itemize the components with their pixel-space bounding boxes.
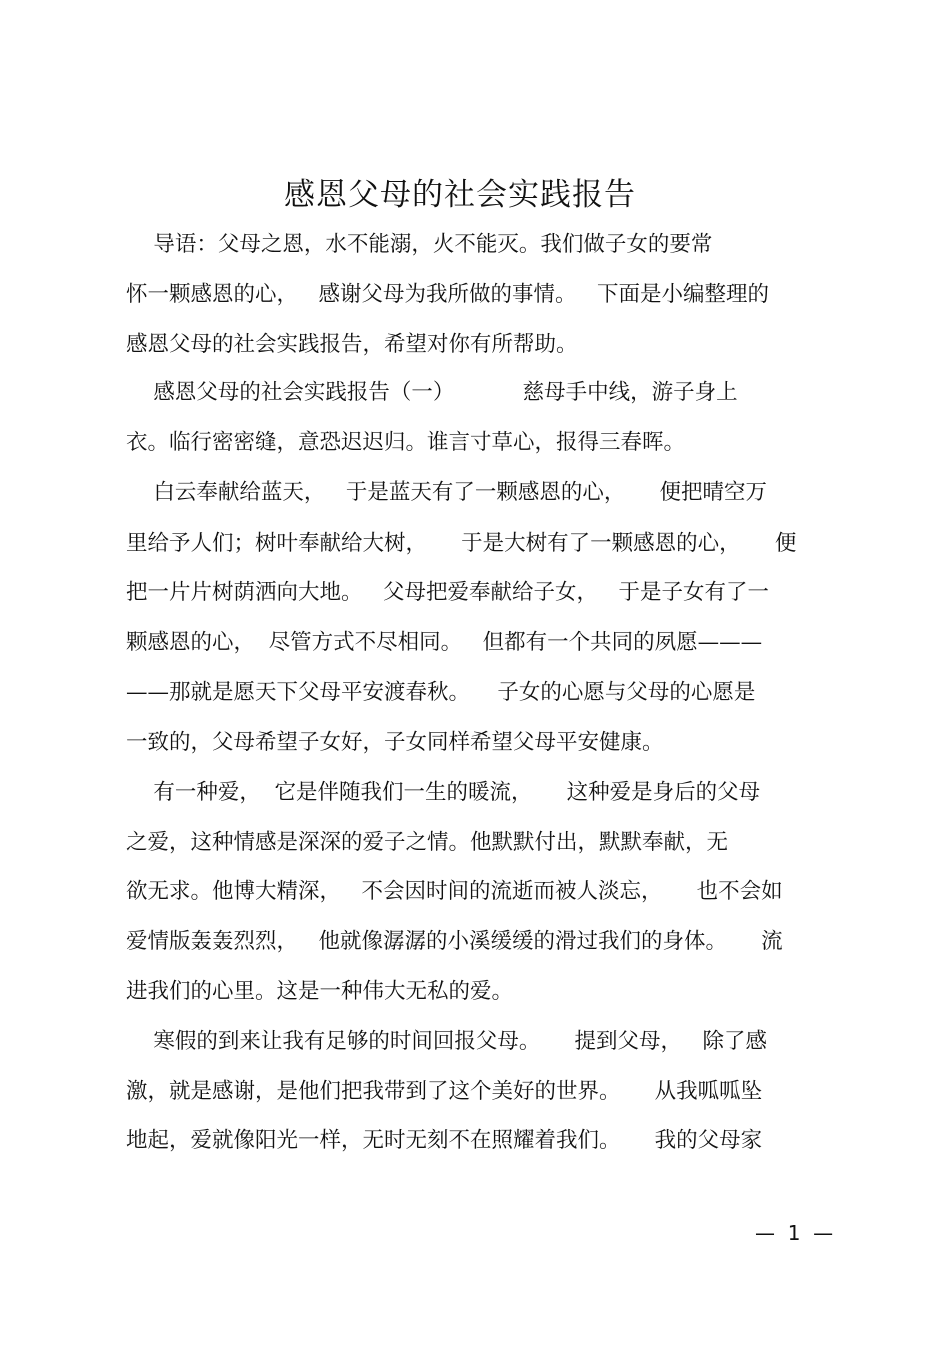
document-title: 感恩父母的社会实践报告 — [284, 177, 636, 213]
body-line: 里给予人们；树叶奉献给大树， 于是大树有了一颗感恩的心， 便 — [126, 531, 797, 556]
body-line: 把一片片树荫洒向大地。 父母把爱奉献给子女， 于是子女有了一 — [126, 580, 770, 605]
body-line: 感恩父母的社会实践报告，希望对你有所帮助。 — [126, 332, 578, 357]
body-line: 有一种爱， 它是伴随我们一生的暖流， 这种爱是身后的父母 — [126, 780, 761, 805]
page-number: — 1 — — [755, 1221, 834, 1245]
body-line: 白云奉献给蓝天， 于是蓝天有了一颗感恩的心， 便把晴空万 — [126, 480, 768, 505]
body-line: 颗感恩的心， 尽管方式不尽相同。 但都有一个共同的夙愿——— — [126, 630, 763, 655]
body-line: 进我们的心里。这是一种伟大无私的爱。 — [126, 979, 514, 1004]
body-line: 地起，爱就像阳光一样，无时无刻不在照耀着我们。 我的父母家 — [126, 1128, 763, 1153]
body-line: 欲无求。他博大精深， 不会因时间的流逝而被人淡忘， 也不会如 — [126, 879, 783, 904]
body-line: 感恩父母的社会实践报告（一） 慈母手中线，游子身上 — [126, 380, 738, 405]
body-line: 激，就是感谢，是他们把我带到了这个美好的世界。 从我呱呱坠 — [126, 1079, 763, 1104]
body-line: 寒假的到来让我有足够的时间回报父母。 提到父母， 除了感 — [126, 1029, 768, 1054]
body-line: 衣。临行密密缝，意恐迟迟归。谁言寸草心，报得三春晖。 — [126, 430, 686, 455]
body-line: ——那就是愿天下父母平安渡春秋。 子女的心愿与父母的心愿是 — [126, 680, 756, 705]
body-line: 一致的，父母希望子女好，子女同样希望父母平安健康。 — [126, 730, 664, 755]
body-line: 爱情版轰轰烈烈， 他就像潺潺的小溪缓缓的滑过我们的身体。 流 — [126, 929, 783, 954]
body-line: 怀一颗感恩的心， 感谢父母为我所做的事情。 下面是小编整理的 — [126, 282, 770, 307]
body-line: 导语：父母之恩，水不能溺，火不能灭。我们做子女的要常 — [126, 232, 713, 257]
body-line: 之爱，这种情感是深深的爱子之情。他默默付出，默默奉献，无 — [126, 830, 729, 855]
